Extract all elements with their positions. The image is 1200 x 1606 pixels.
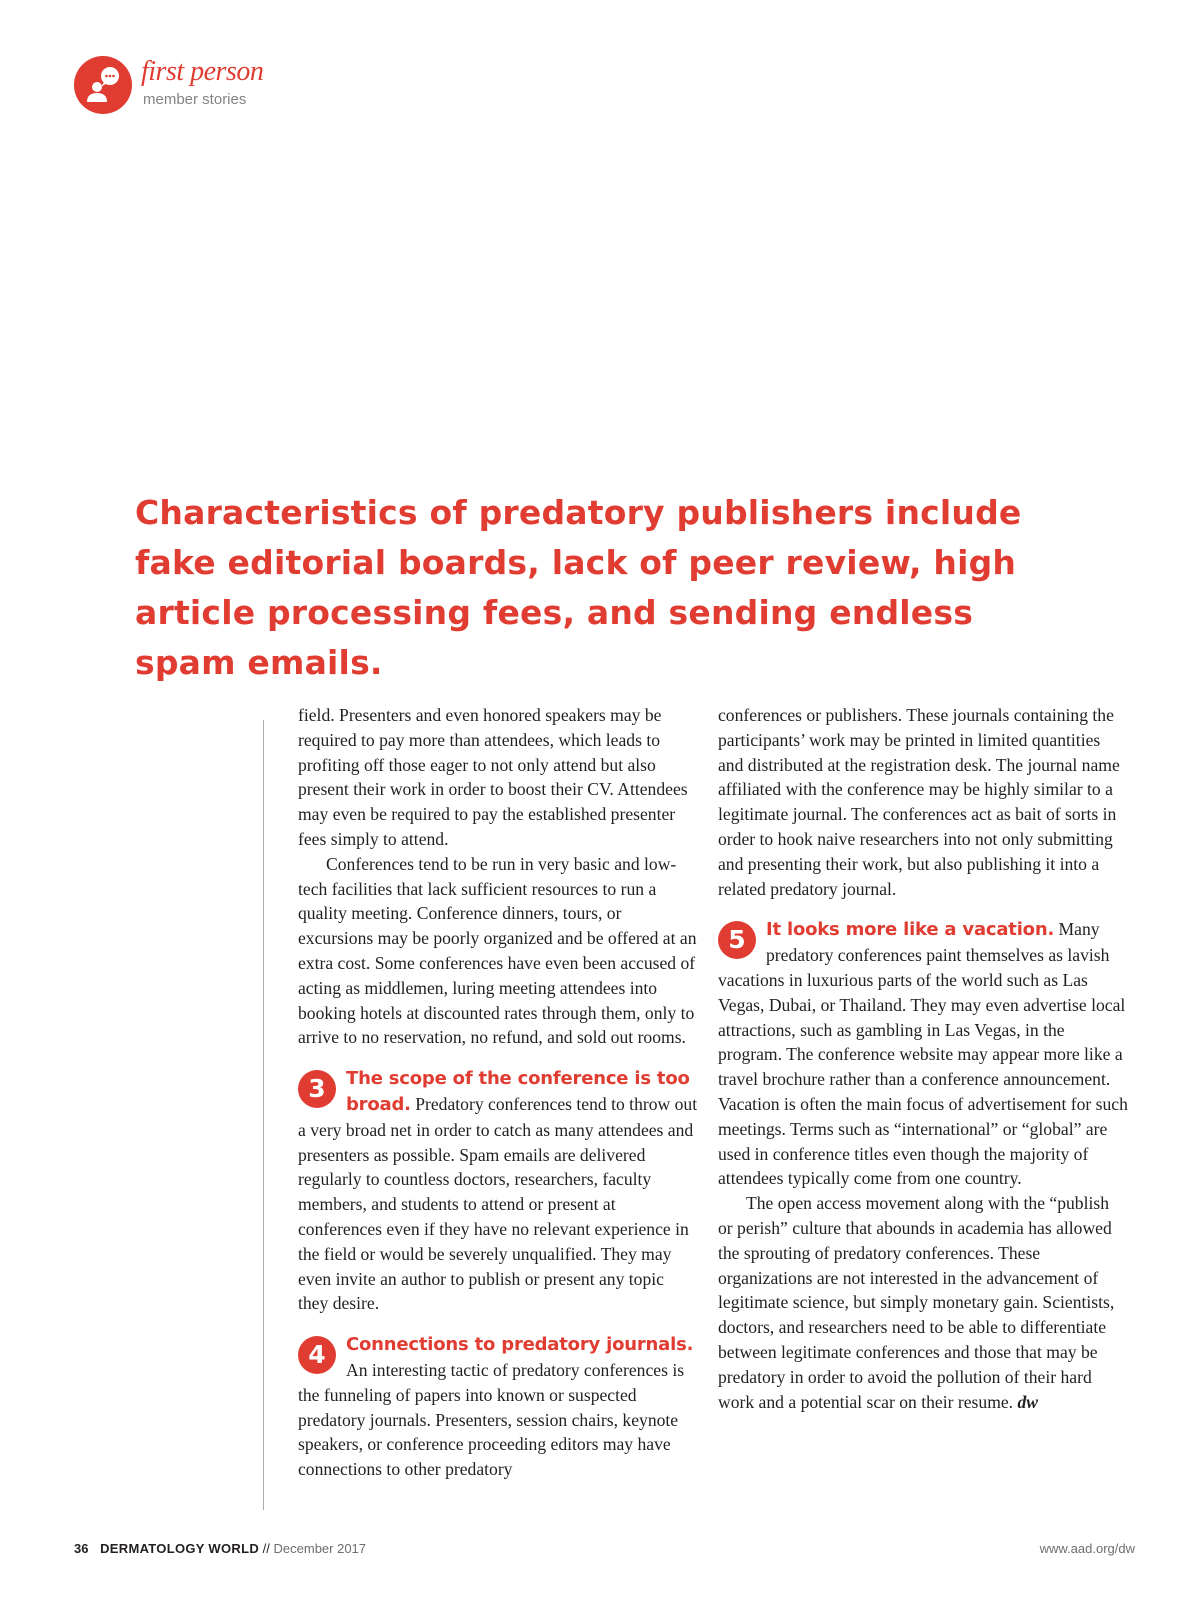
section-heading: It looks more like a vacation.	[766, 919, 1055, 941]
section-number-badge: 5	[718, 921, 756, 959]
section-5	[718, 917, 1128, 1191]
footer-left	[74, 1541, 366, 1556]
section-subtitle: member stories	[143, 91, 247, 108]
paragraph: field. Presenters and even honored speakers may be required to pay more than attendees, which leads to profiting off those eager to not only attend but also present their work in order to boost their CV. Attendees may even be required to pay the established presenter fees simply to attend.	[298, 705, 688, 849]
issue-date: December 2017	[273, 1541, 367, 1556]
speech-bubble-person-icon	[74, 56, 132, 114]
column-divider	[263, 720, 264, 1510]
section-title: first person	[141, 56, 264, 87]
section-body: Predatory conferences tend to throw out a very broad net in order to catch as many attendees and presenters as possible. Spam emails are delivered regularly to countless doctors, researchers, faculty members, and students to attend or present at conferences even if they have no relevant experience in the field or would be severely unqualified. They may even invite an author to publish or present any topic they desire.	[298, 1093, 698, 1314]
paragraph-final	[718, 1191, 1128, 1414]
section-heading: Connections to predatory journals.	[346, 1334, 694, 1356]
separator: //	[262, 1541, 270, 1556]
paragraph: Conferences tend to be run in very basic and low-tech facilities that lack sufficient resources to run a quality meeting. Conference dinners, tours, or excursions may be poorly organized and be offered at an extra cost. Some conferences have even been accused of acting as middlemen, luring meeting attendees into booking hotels at discounted rates through them, only to arrive to no reservation, no refund, and sold out rooms.	[298, 853, 697, 1048]
pull-quote: Characteristics of predatory publishers include fake editorial boards, lack of peer review, high article processing fees, and sending endless spam emails.	[135, 493, 1022, 682]
left-column	[298, 703, 698, 1482]
section-4	[298, 1332, 698, 1482]
first-person-badge	[74, 56, 132, 114]
paragraph-text: The open access movement along with the “publish or perish” culture that abounds in academia has allowed the sprouting of predatory conferences. These organizations are not interested in the advancement of legitimate science, but simply monetary gain. Scientists, doctors, and researchers need to be able to differentiate between legitimate conferences and those that may be predatory in order to avoid the pollution of their hard work and a potential scar on their resume.	[718, 1193, 1115, 1412]
section-3	[298, 1066, 698, 1316]
signature: dw	[1017, 1391, 1039, 1412]
paragraph: conferences or publishers. These journals containing the participants’ work may be printed in limited quantities and distributed at the registration desk. The journal name affiliated with the conference may be highly similar to a legitimate journal. The conferences act as bait of sorts in order to hook naive researchers into not only submitting and presenting their work, but also publishing it into a related predatory journal.	[718, 705, 1120, 899]
section-body: Many predatory conferences paint themselves as lavish vacations in luxurious parts of the world such as Las Vegas, Dubai, or Thailand. They may even advertise local attractions, such as gambling in Las Vegas, in the program. The conference website may appear more like a travel brochure rather than a conference announcement. Vacation is often the main focus of advertisement for such meetings. Terms such as “international” or “global” are used in conference titles even though the majority of attendees typically come from one country.	[718, 919, 1128, 1189]
section-heading: The scope of the conference is too broad.	[346, 1068, 690, 1115]
right-column	[718, 703, 1128, 1414]
section-number-badge: 3	[298, 1070, 336, 1108]
section-body: An interesting tactic of predatory conferences is the funneling of papers into known or suspected predatory journals. Presenters, session chairs, keynote speakers, or conference proceeding editors may have connections to other predatory	[298, 1359, 685, 1480]
page-number: 36	[74, 1541, 89, 1556]
section-number-badge: 4	[298, 1336, 336, 1374]
magazine-name: DERMATOLOGY WORLD	[100, 1541, 260, 1556]
footer-url[interactable]: www.aad.org/dw	[1039, 1541, 1135, 1556]
